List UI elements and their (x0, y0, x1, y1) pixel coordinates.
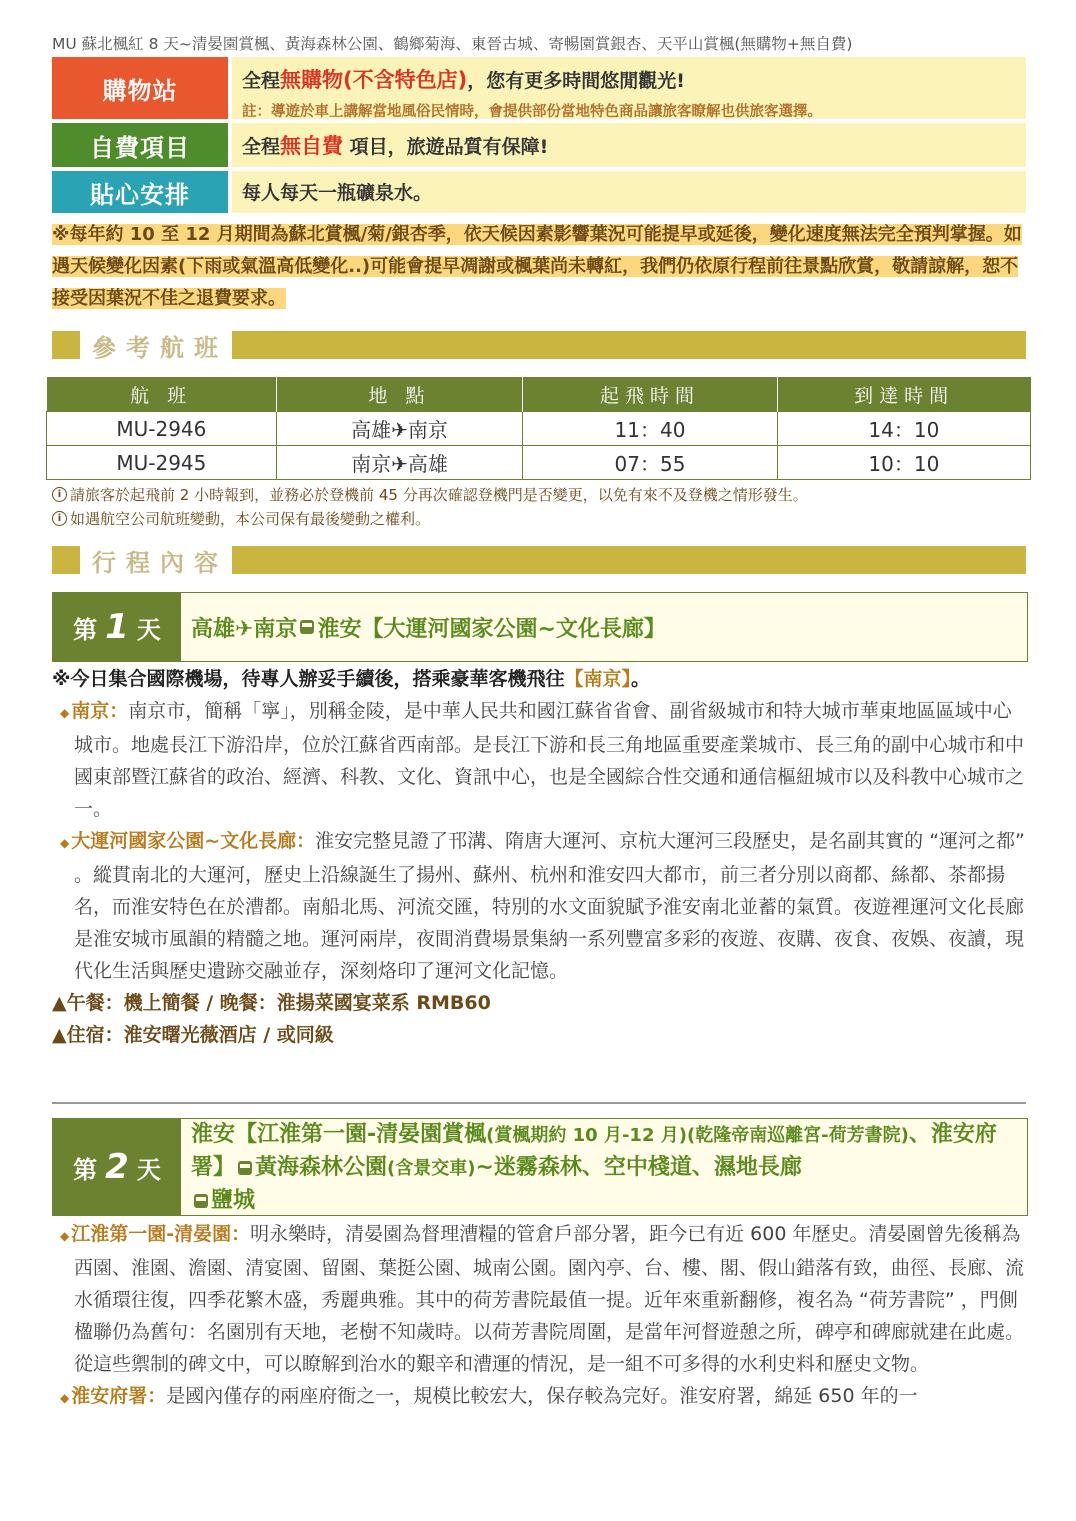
diamond-icon: ◆ (60, 1391, 70, 1405)
day1-header (52, 592, 1028, 662)
flight-note-1: i 請旅客於起飛前 2 小時報到，並務必於登機前 45 分再次確認登機門是否變更，以免有來不及登機之情形發生。 (52, 484, 808, 505)
flight-cell: MU-2946 (47, 412, 277, 446)
table-row (47, 412, 1031, 446)
day1-intro: ※今日集合國際機場，待專人辦妥手續後，搭乘豪華客機飛往【南京】。 (52, 668, 651, 690)
office-paragraph: ◆ 淮安府署：是國內僅存的兩座府衙之一，規模比較宏大，保存較為完好。淮安府署，綿延 650 年的一 (60, 1385, 918, 1407)
care-content (232, 171, 1026, 213)
shopping-content (232, 57, 1026, 119)
day1-title: 高雄✈南京 淮安【大運河國家公園~文化長廊】 (181, 593, 1027, 661)
col-route: 地 點 (276, 377, 522, 412)
info-icon: i (52, 487, 67, 502)
optional-label: 自費項目 (52, 123, 228, 167)
day1-hotel: ▲住宿：淮安曙光薇酒店 / 或同級 (52, 1024, 334, 1046)
flights-section-title: 參考航班 (80, 328, 232, 363)
route-cell: 南京✈高雄 (276, 446, 522, 480)
info-icon: i (52, 511, 67, 526)
nanjing-paragraph: ◆ 南京：南京市，簡稱「寧」，別稱金陵，是中華人民共和國江蘇省省會、副省級城市和特大城市華東地區區域中心城市。地處長江下游沿岸，位於江蘇省西南部。是長江下游和長三角地區重要產業城市、長三角的副中心城市和中國東部暨江蘇省的政治、經濟、科教、文化、資訊中心，也是全國綜合性交通和通信樞紐城市以及科教中心城市之一。 (60, 700, 1025, 820)
depart-cell: 11：40 (523, 412, 777, 446)
foliage-notice: ※每年約 10 至 12 月期間為蘇北賞楓/菊/銀杏季，依天候因素影響葉況可能提早或延後，變化速度無法完全預判掌握。如遇天候變化因素(下雨或氣溫高低變化..)可能會提早凋謝或楓葉尚未轉紅，我們仍依原行程前往景點欣賞，敬請諒解，恕不接受因葉況不佳之退費要求。 (52, 224, 1022, 309)
care-row (52, 171, 1026, 213)
arrive-cell: 14：10 (777, 412, 1030, 446)
diamond-icon: ◆ (60, 706, 70, 720)
route-cell: 高雄✈南京 (276, 412, 522, 446)
care-main: 每人每天一瓶礦泉水。 (242, 182, 433, 204)
flight-note-2: i 如遇航空公司航班變動，本公司保有最後變動之權利。 (52, 508, 430, 529)
bus-icon (238, 1161, 252, 1175)
care-label: 貼心安排 (52, 171, 228, 213)
flight-cell: MU-2945 (47, 446, 277, 480)
day2-body (52, 1218, 1026, 1414)
day1-meals: ▲午餐：機上簡餐 / 晚餐：淮揚菜國宴菜系 RMB60 (52, 992, 491, 1014)
bus-icon (194, 1194, 208, 1208)
day2-title: 淮安【江淮第一園-清晏園賞楓(賞楓期約 10 月-12 月)(乾隆帝南巡離宮-荷芳書院)、淮安府署】 黃海森林公園(含景交車)~迷霧森林、空中棧道、濕地長廊 鹽城 (181, 1119, 1027, 1215)
day1-body (52, 663, 1026, 1051)
flights-section-header (52, 331, 1026, 362)
optional-row (52, 123, 1026, 167)
table-row (47, 446, 1031, 480)
bus-icon (300, 620, 314, 634)
shopping-row (52, 57, 1026, 119)
day1-label: 第 1 天 (53, 593, 181, 661)
itinerary-section-header (52, 546, 1026, 577)
shopping-label: 購物站 (52, 57, 228, 119)
itinerary-section-title: 行程內容 (80, 543, 232, 578)
diamond-icon: ◆ (60, 836, 70, 850)
shopping-note: 註：導遊於車上講解當地風俗民情時，會提供部份當地特色商品讓旅客瞭解也供旅客選擇。 (242, 104, 822, 120)
col-depart: 起飛時間 (523, 377, 777, 412)
col-flight: 航 班 (47, 377, 277, 412)
divider (52, 1102, 1026, 1104)
col-arrive: 到達時間 (777, 377, 1030, 412)
arrive-cell: 10：10 (777, 446, 1030, 480)
optional-main: 全程無自費 項目，旅遊品質有保障! (242, 134, 549, 158)
shopping-main: 全程無購物(不含特色店)，您有更多時間悠閒觀光! (242, 68, 685, 92)
depart-cell: 07：55 (523, 446, 777, 480)
page-header-title: MU 蘇北楓紅 8 天~清晏園賞楓、黃海森林公園、鶴鄉菊海、東晉古城、寄暢園賞銀杏、天平山賞楓(無購物+無自費) (52, 35, 853, 53)
day2-header (52, 1118, 1028, 1216)
day2-label: 第 2 天 (53, 1119, 181, 1215)
garden-paragraph: ◆ 江淮第一園-清晏園：明永樂時，清晏園為督理漕糧的管倉戶部分署，距今已有近 600 年歷史。清晏園曾先後稱為西園、淮園、澹園、清宴園、留園、葉挺公園、城南公園。園內亭、台、樓、閣、假山錯落有致，曲徑、長廊、流水循環往復，四季花繁木盛，秀麗典雅。其中的荷芳書院最值一提。近年來重新翻修，複名為 “荷芳書院” ，門側楹聯仍為舊句：名園別有天地，老樹不知歲時。以荷芳書院周圍，是當年河督遊憩之所，碑亭和碑廊就建在此處。從這些禦制的碑文中，可以瞭解到治水的艱辛和漕運的情況，是一組不可多得的水利史料和歷史文物。 (60, 1223, 1025, 1375)
diamond-icon: ◆ (60, 1229, 70, 1243)
canal-paragraph: ◆ 大運河國家公園~文化長廊：淮安完整見證了邗溝、隋唐大運河、京杭大運河三段歷史，是名副其實的 “運河之都” 。縱貫南北的大運河，歷史上沿線誕生了揚州、蘇州、杭州和淮安四大都市，前三者分別以商都、絲都、茶都揚名，而淮安特色在於漕都。南船北馬、河流交匯，特別的水文面貌賦予淮安南北並蓄的氣質。夜遊裡運河文化長廊是淮安城市風韻的精髓之地。運河兩岸，夜間消費場景集納一系列豐富多彩的夜遊、夜購、夜食、夜娛、夜讀，現代化生活與歷史遺跡交融並存，深刻烙印了運河文化記憶。 (60, 830, 1025, 982)
optional-content (232, 123, 1026, 167)
flights-table (46, 377, 1031, 480)
